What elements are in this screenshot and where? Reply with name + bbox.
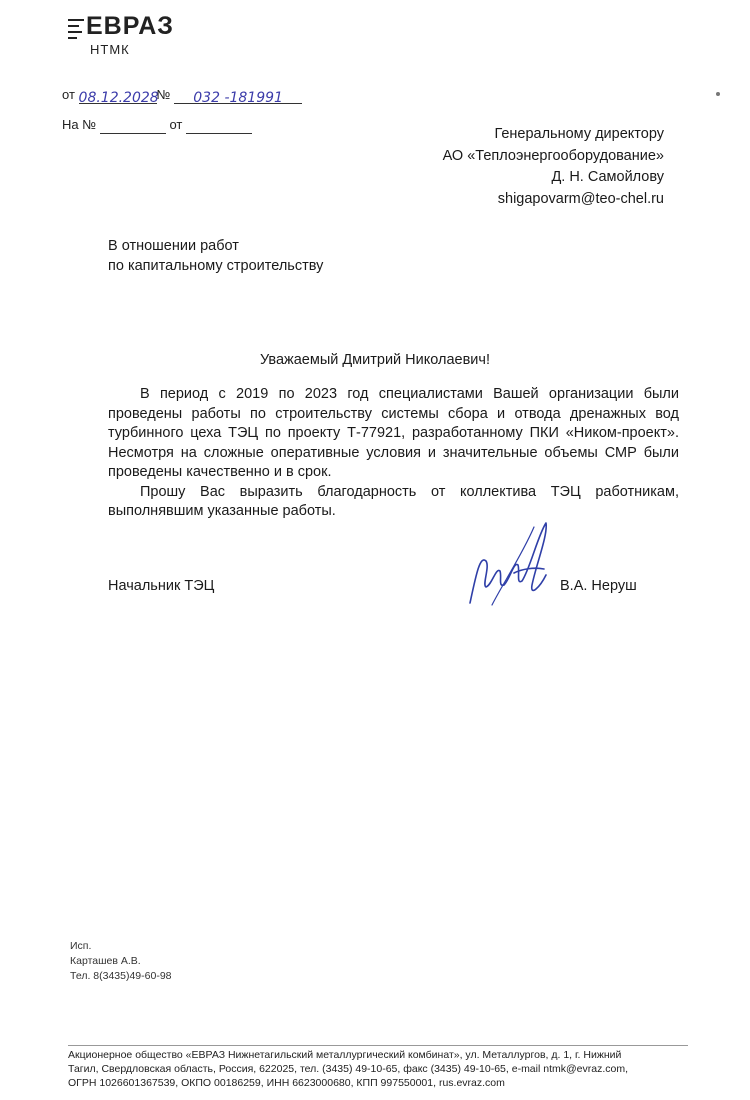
logo-name: ЕВРАЗ [86, 12, 174, 40]
body-paragraph-1: В период с 2019 по 2023 год специалистами Вашей организации были проведены работы по строительству системы сбора и отвода дренажных вод турбинного цеха ТЭЦ по проекту Т-77921, разработанному ПКИ «Ником-проект». Несмотря на сложные оперативные условия и значительные объемы СМР были проведены качественно и в срок. [108, 386, 679, 480]
company-footer [68, 1045, 688, 1090]
reply-line [62, 116, 252, 134]
executor-name: Карташев А.В. [70, 955, 141, 967]
footer-line-2: Тагил, Свердловская область, Россия, 622025, тел. (3435) 49-10-65, факс (3435) 49-10-65, e-mail ntmk@evraz.com, [68, 1063, 628, 1075]
subject-block [108, 236, 323, 276]
addressee-name: Д. Н. Самойлову [551, 169, 664, 185]
company-logo [68, 12, 198, 56]
body-paragraph-2: Прошу Вас выразить благодарность от коллектива ТЭЦ работникам, выполнявшим указанные работы. [108, 483, 679, 519]
reply-prefix: На № [62, 117, 97, 132]
executor-block [70, 939, 172, 984]
scan-dot [716, 92, 720, 96]
addressee-block [443, 124, 664, 210]
footer-line-3: ОГРН 1026601367539, ОКПО 00186259, ИНН 6623000680, КПП 997550001, rus.evraz.com [68, 1077, 505, 1089]
letter-number: 032 -181991 [193, 90, 283, 106]
signatory-position: Начальник ТЭЦ [108, 578, 215, 594]
footer-line-1: Акционерное общество «ЕВРАЗ Нижнетагильский металлургический комбинат», ул. Металлургов, д. 1, г. Нижний [68, 1049, 622, 1061]
from-label: от [62, 87, 75, 102]
reply-number-blank [100, 119, 166, 134]
number-label: № [156, 87, 171, 102]
subject-line-2: по капитальному строительству [108, 258, 324, 274]
reply-from-label: от [169, 117, 183, 132]
addressee-email: shigapovarm@teo-chel.ru [497, 190, 664, 207]
registration-line [62, 86, 302, 104]
letter-body [108, 385, 679, 522]
addressee-title: Генеральному директору [494, 126, 664, 142]
executor-label: Исп. [70, 940, 92, 952]
letter-date: 08.12.2028 [78, 90, 159, 106]
executor-phone: Тел. 8(3435)49-60-98 [70, 970, 172, 982]
logo-mark-icon [68, 19, 84, 41]
handwritten-signature [462, 515, 572, 615]
reply-date-blank [186, 119, 252, 134]
signatory-name: В.А. Неруш [560, 578, 637, 594]
greeting: Уважаемый Дмитрий Николаевич! [260, 352, 490, 368]
addressee-company: АО «Теплоэнергооборудование» [442, 147, 664, 164]
logo-division: НТМК [90, 42, 130, 57]
subject-line-1: В отношении работ [108, 238, 239, 254]
